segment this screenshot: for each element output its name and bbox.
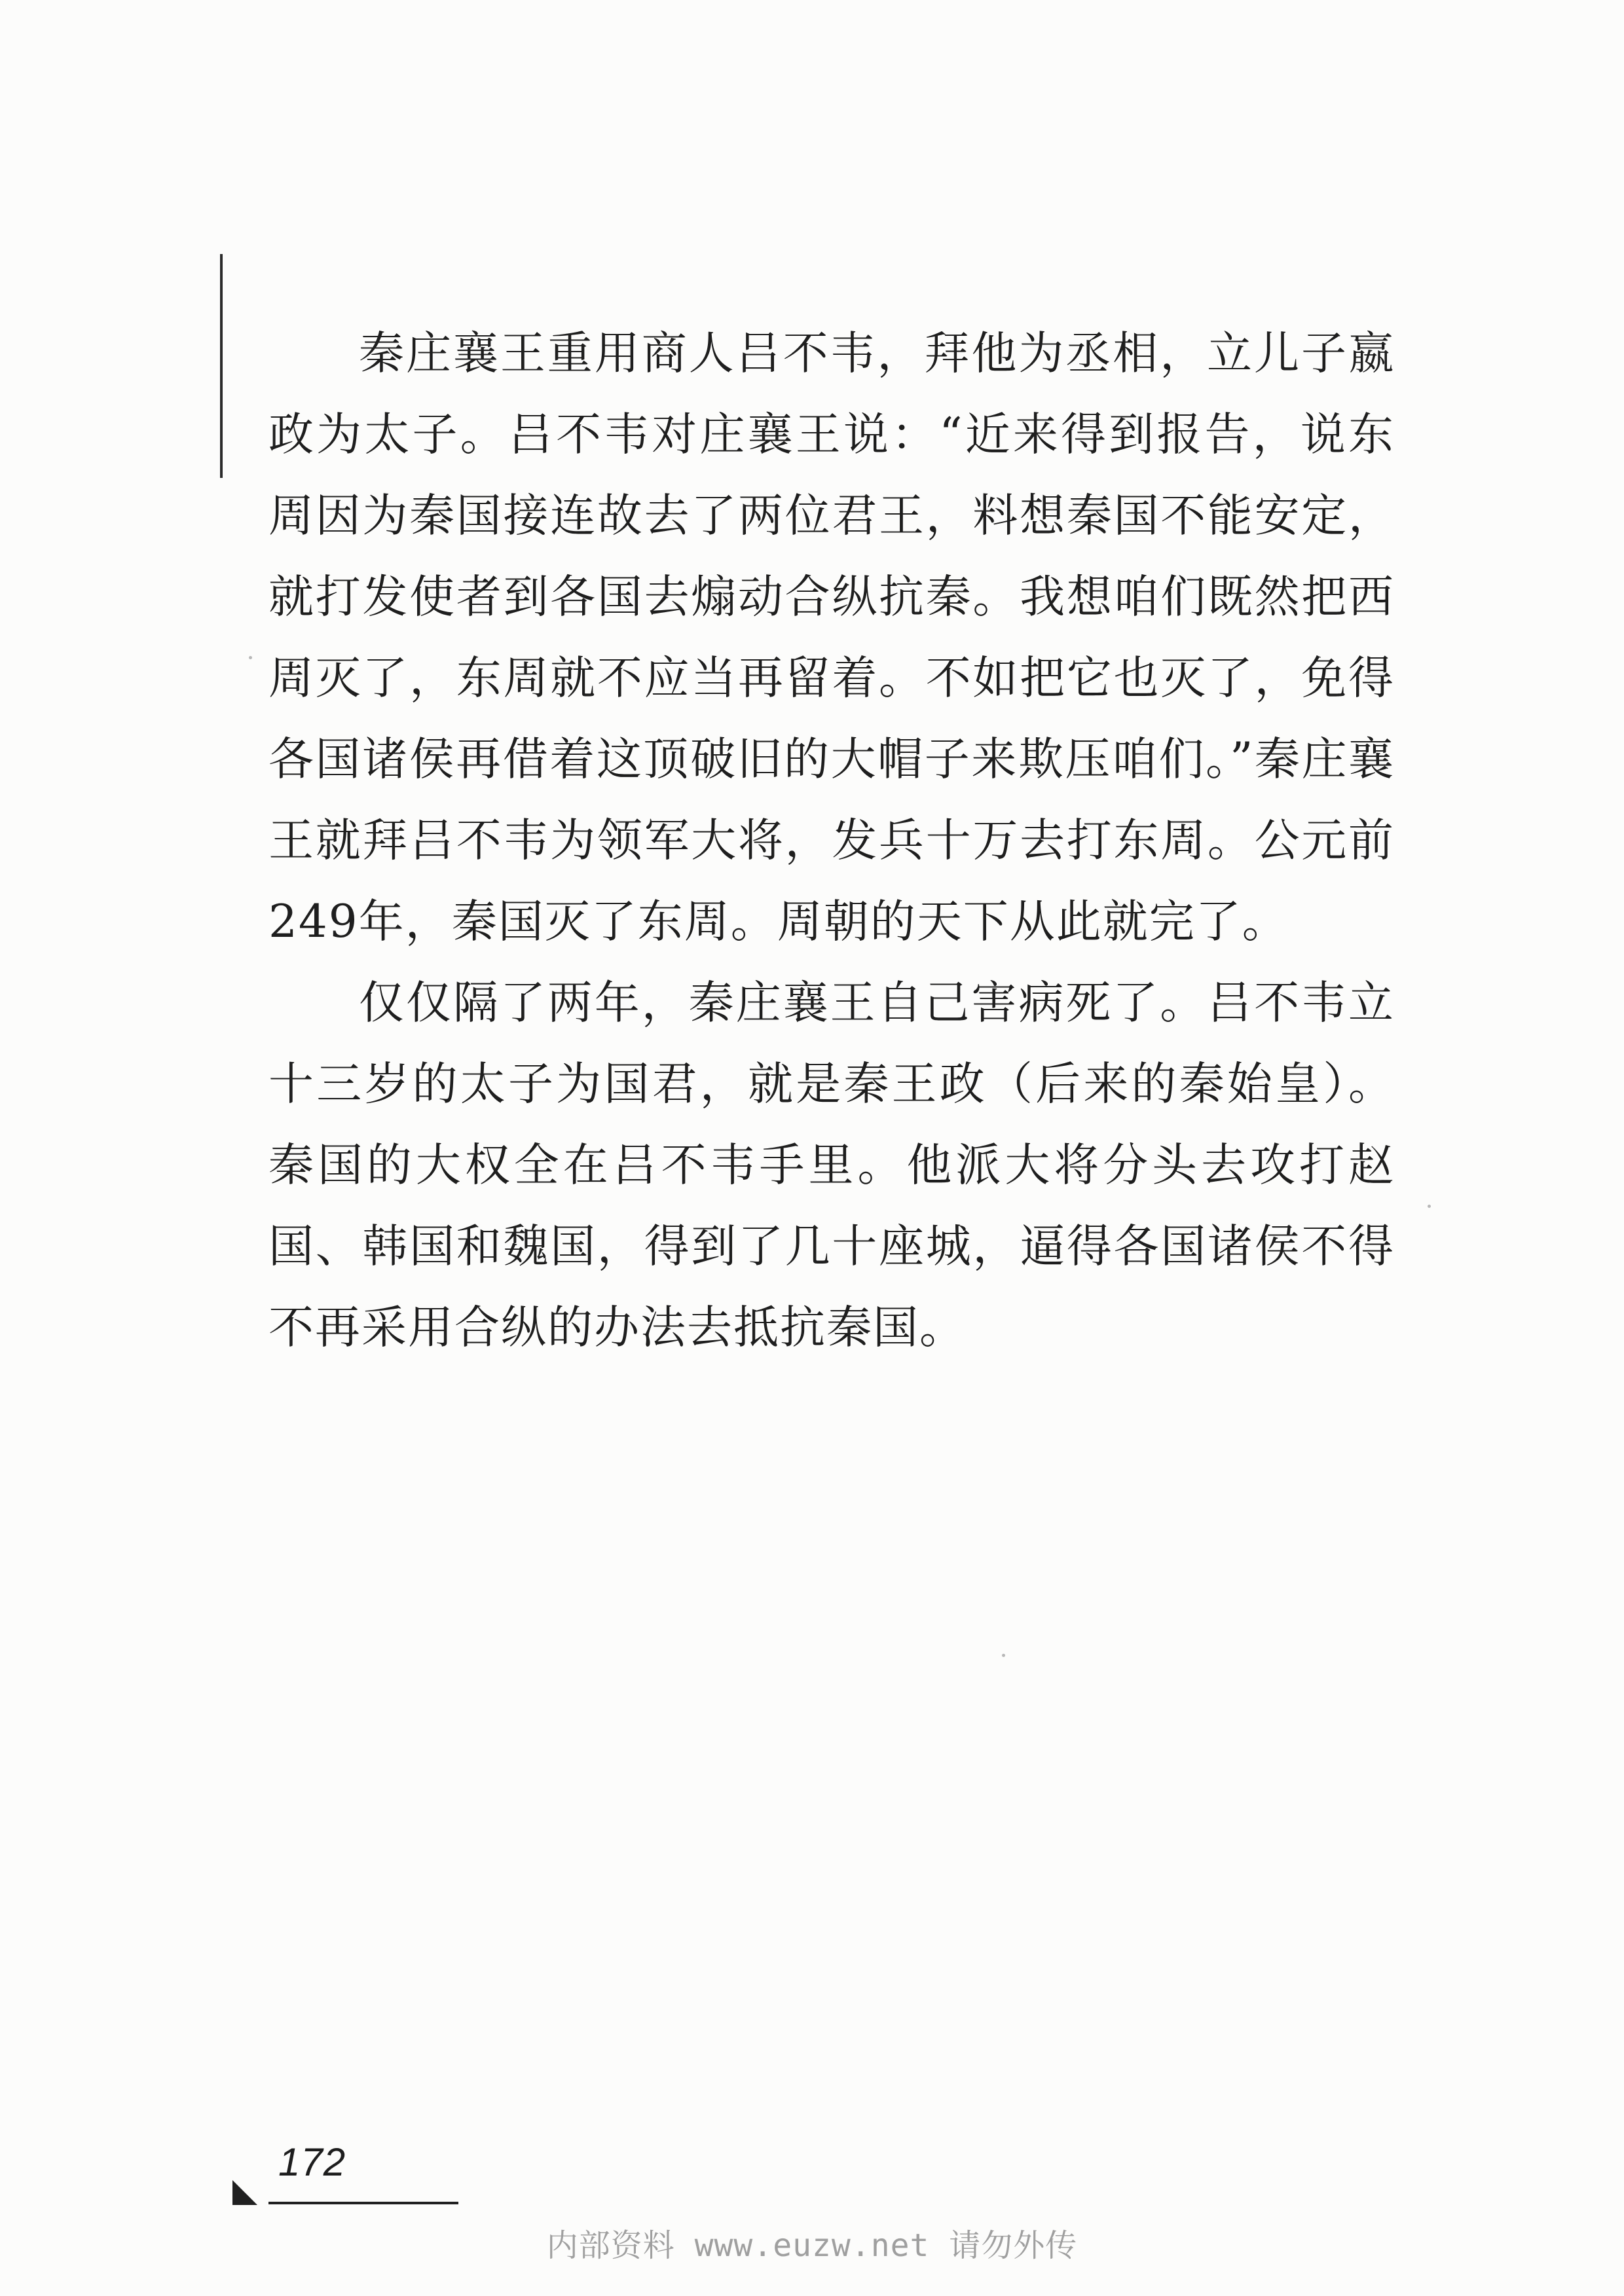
text-block (268, 313, 1395, 1368)
page-corner-marker (232, 2180, 257, 2205)
paragraph-1: 秦庄襄王重用商人吕不韦，拜他为丞相，立儿子嬴政为太子。吕不韦对庄襄王说：“近来得到报告，说东周因为秦国接连故去了两位君王，料想秦国不能安定，就打发使者到各国去煽动合纵抗秦。我想咱们既然把西周灭了，东周就不应当再留着。不如把它也灭了，免得各国诸侯再借着这顶破旧的大帽子来欺压咱们。”秦庄襄王就拜吕不韦为领军大将，发兵十万去打东周。公元前249年，秦国灭了东周。周朝的天下从此就完了。 (268, 327, 1395, 948)
paper-speck (1002, 1654, 1005, 1657)
paragraph-2: 仅仅隔了两年，秦庄襄王自己害病死了。吕不韦立十三岁的太子为国君，就是秦王政（后来的秦始皇）。秦国的大权全在吕不韦手里。他派大将分头去攻打赵国、韩国和魏国，得到了几十座城，逼得各国诸侯不得不再采用合纵的办法去抵抗秦国。 (268, 977, 1395, 1354)
page-number: 172 (278, 2140, 346, 2184)
margin-rule (220, 254, 223, 478)
paper-speck (249, 656, 252, 659)
paper-speck (1428, 1205, 1431, 1208)
watermark-text: 内部资料 www.euzw.net 请勿外传 (546, 2227, 1078, 2264)
footer-rule (268, 2202, 458, 2204)
